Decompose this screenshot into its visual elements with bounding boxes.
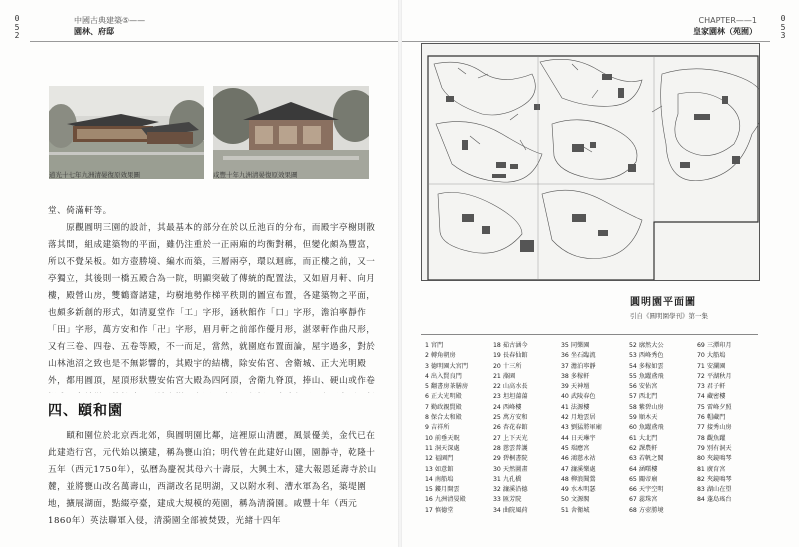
legend-item: 61 大北門	[629, 434, 658, 442]
legend-item: 25 萬方安和	[493, 414, 528, 422]
chapter-label: CHAPTER——1	[698, 16, 757, 25]
legend-item: 75 雷峰夕照	[697, 403, 732, 411]
legend-item: 35 同樂園	[561, 342, 590, 349]
legend-item: 55 魚躍鳶飛	[629, 372, 664, 380]
legend-item: 68 方壺勝境	[629, 506, 664, 514]
legend-item: 31 九孔橋	[493, 475, 522, 483]
book-subtitle: 園林、府邸	[74, 27, 114, 36]
legend-item: 69 三潭印月	[697, 342, 732, 349]
legend-item: 22 山高水長	[493, 383, 528, 391]
legend-item: 54 多稼如雲	[629, 362, 664, 370]
legend-item: 62 課農軒	[629, 444, 658, 452]
legend-item: 36 坐石臨流	[561, 352, 596, 360]
book-series-title: 中國古典建築⑤——	[74, 16, 146, 25]
legend-item: 84 蓬島瑤台	[697, 496, 732, 504]
legend-item: 53 西峰秀色	[629, 352, 664, 360]
legend-column	[697, 341, 765, 506]
legend-item: 72 平湖秋月	[697, 372, 732, 380]
legend-item: 71 安瀾園	[697, 362, 726, 370]
right-running-header	[693, 15, 757, 37]
legend-item: 15 鏤月開雲	[425, 486, 460, 494]
legend-item: 82 夾鏡鳴琴	[697, 475, 732, 483]
caption-right-photo: 咸豐十年九洲清晏復原效果圖	[213, 171, 298, 179]
legend-item: 24 西峰樓	[493, 403, 522, 411]
legend-item: 77 接秀山房	[697, 424, 732, 432]
book-gutter	[398, 0, 402, 547]
map-title: 圓明園平面圖	[630, 297, 696, 308]
legend-item: 49 水木明瑟	[561, 486, 596, 494]
header-rule	[30, 41, 398, 42]
legend-item: 45 瑞應宮	[561, 444, 590, 452]
legend-item: 27 上下天光	[493, 434, 528, 442]
legend-item: 76 帽藏門	[697, 414, 726, 422]
left-running-header	[74, 15, 145, 37]
legend-item: 17 慎德堂	[425, 506, 454, 514]
legend-item: 28 慈雲普護	[493, 444, 528, 452]
paragraph: 堂、倚滿軒等。	[48, 206, 112, 216]
legend-item: 60 魚躍鳶飛	[629, 424, 664, 432]
legend-item: 34 曲院風荷	[493, 506, 528, 514]
legend-item: 6 正大光明殿	[425, 393, 462, 401]
legend-item: 65 關帝廟	[629, 475, 658, 483]
legend-item: 3 德明園大宮門	[425, 362, 469, 370]
map-source: 引自《圓明園學刊》第一集	[630, 312, 708, 320]
legend-item: 80 夾鏡鳴琴	[697, 455, 732, 463]
legend-item: 52 廓然大公	[629, 342, 664, 349]
legend-item: 26 杏花春館	[493, 424, 528, 432]
legend-item: 70 大船塢	[697, 352, 726, 360]
legend-item: 37 澹泊寧靜	[561, 362, 596, 370]
legend-item: 50 文源閣	[561, 496, 590, 504]
legend-item: 30 天然圖畫	[493, 465, 528, 473]
map-legend	[425, 341, 765, 541]
legend-item: 41 法源樓	[561, 403, 590, 411]
legend-item: 19 長春仙館	[493, 352, 528, 360]
legend-top-rule	[421, 334, 758, 335]
paragraph: 原觀圓明三園的設計，其最基本的部分在於以丘池百的分布，而殿宇亭榭則散落其間，組成建築物的平面，雖仍注重於一正兩廂的均衡對稱，但變化頗為豐富，所以不覺呆板。如方壺勝境、編水而築，三層兩亭，環以迴廊，而正樓之前，又一亭獨立，其後則一橋五殿合為一院，明顯突破了傳統的配置法，又如眉月軒、向月樓，殿營山房，雙鶴齋諸建，均樹地勢作梯平秩則的圖宣布置，各建築物之平面，也頗多新創的形式，如清夏堂作「工」字形，涵秋館作「口」字形，澹泊寧靜作「田」字形，萬方安和作「卍」字形，眉月軒之前部作優月形，湛翠軒作曲尺形，又有三卷、四卷、五卷等殿，不一而足，當然，就園庭布置面論，屋宇過多，對於山林池沼之致也是不無影響的，其殿宇的結構，除安佑宮、舍衛城、正大光明殿外，都用圓頂，屋頂形狀豐安佑宮大殿為四阿頂，舍衛九脊頂，捧山、硬山或作卷	[48, 223, 376, 386]
legend-item: 39 天神壇	[561, 383, 590, 391]
legend-item: 74 藏密樓	[697, 393, 726, 401]
legend-item: 59 順木天	[629, 414, 658, 422]
legend-item: 63 若帆之閣	[629, 455, 664, 463]
legend-item: 7 勤政親賢殿	[425, 403, 462, 411]
legend-item: 2 轉角朝房	[425, 352, 456, 360]
legend-item: 64 涵曙樓	[629, 465, 658, 473]
legend-item: 20 十三所	[493, 362, 522, 370]
legend-column	[425, 341, 493, 516]
photo-xianfeng-rendering	[213, 86, 369, 179]
legend-item: 57 西北門	[629, 393, 658, 401]
legend-item: 16 九洲清晏殿	[425, 496, 466, 504]
legend-item: 66 天宇空明	[629, 486, 664, 494]
legend-item: 44 日天琳宇	[561, 434, 596, 442]
legend-column	[493, 341, 561, 516]
legend-column	[561, 341, 629, 516]
legend-item: 58 紫碧山房	[629, 403, 664, 411]
legend-item: 32 濂溪沿德	[493, 486, 528, 494]
legend-item: 21 藻園	[493, 372, 516, 380]
legend-item: 48 柳浪聞鶯	[561, 475, 596, 483]
legend-item: 40 武陵春色	[561, 393, 596, 401]
legend-item: 33 匯芳院	[493, 496, 522, 504]
legend-item: 78 觀魚躍	[697, 434, 726, 442]
legend-item: 83 湖山在望	[697, 486, 732, 494]
legend-item: 29 碧桐書院	[493, 455, 528, 463]
left-page-number: 0 5 2	[14, 14, 20, 40]
legend-item: 47 濂溪樂處	[561, 465, 596, 473]
legend-item: 46 鴻慈永祜	[561, 455, 596, 463]
header-rule-right	[402, 41, 770, 42]
legend-item: 38 多稼軒	[561, 372, 590, 380]
legend-item: 14 南船塢	[425, 475, 454, 483]
legend-item: 5 翻書房茶膳房	[425, 383, 469, 391]
legend-item: 56 安佑宮	[629, 383, 658, 391]
legend-item: 43 劉猛將軍廟	[561, 424, 602, 432]
legend-item: 12 福園門	[425, 455, 454, 463]
legend-item: 11 洞天深處	[425, 444, 460, 452]
paragraph: 頤和園位於北京西北郊，與圓明園比鄰，這裡原山清麗，風景優美，金代已在此建造行宮，元代始以擴建，稱為甕山泊；明代曾在此建好山園，園靜寺，乾隆十五年（西元1750年），弘曆為慶祝其母六十壽辰，大興土木，建大報恩延壽寺於山麓，並將甕山改名萬壽山，西湖改名昆明湖，又以附水利、漕水軍為名，築堤圍地，擴展湖面，點綴亭臺，建成大規模的苑園，稱為清漪園。咸豐十年（西元1860年）英法聯軍入侵，清漪園全部被焚毀，光緒十四年	[48, 431, 377, 526]
legend-item: 1 宮門	[425, 342, 444, 349]
section-title: 四、頤和園	[48, 403, 123, 419]
legend-column	[629, 341, 697, 516]
left-body-text	[48, 203, 378, 393]
legend-item: 18 茹古涵今	[493, 342, 528, 349]
legend-item: 67 蕊珠宮	[629, 496, 658, 504]
yuanmingyuan-site-plan	[421, 43, 760, 281]
chapter-title: 皇家園林（苑囿）	[693, 27, 757, 36]
legend-item: 42 月地雲居	[561, 414, 596, 422]
section-body-text	[48, 428, 378, 540]
legend-item: 4 出入賢良門	[425, 372, 462, 380]
legend-item: 51 舍衛城	[561, 506, 590, 514]
caption-left-photo: 道光十七年九洲清晏復原效果圖	[49, 171, 140, 179]
legend-item: 13 如意館	[425, 465, 454, 473]
right-page-number: 0 5 3	[780, 14, 786, 40]
photo-daoguang-rendering	[49, 86, 204, 179]
legend-item: 9 吉祥所	[425, 424, 450, 432]
legend-item: 8 保合太和殿	[425, 414, 462, 422]
legend-item: 79 別有洞天	[697, 444, 732, 452]
legend-item: 73 君子軒	[697, 383, 726, 391]
legend-item: 10 前垂天貺	[425, 434, 460, 442]
legend-item: 23 坦坦蕩蕩	[493, 393, 528, 401]
legend-item: 81 廣育宮	[697, 465, 726, 473]
